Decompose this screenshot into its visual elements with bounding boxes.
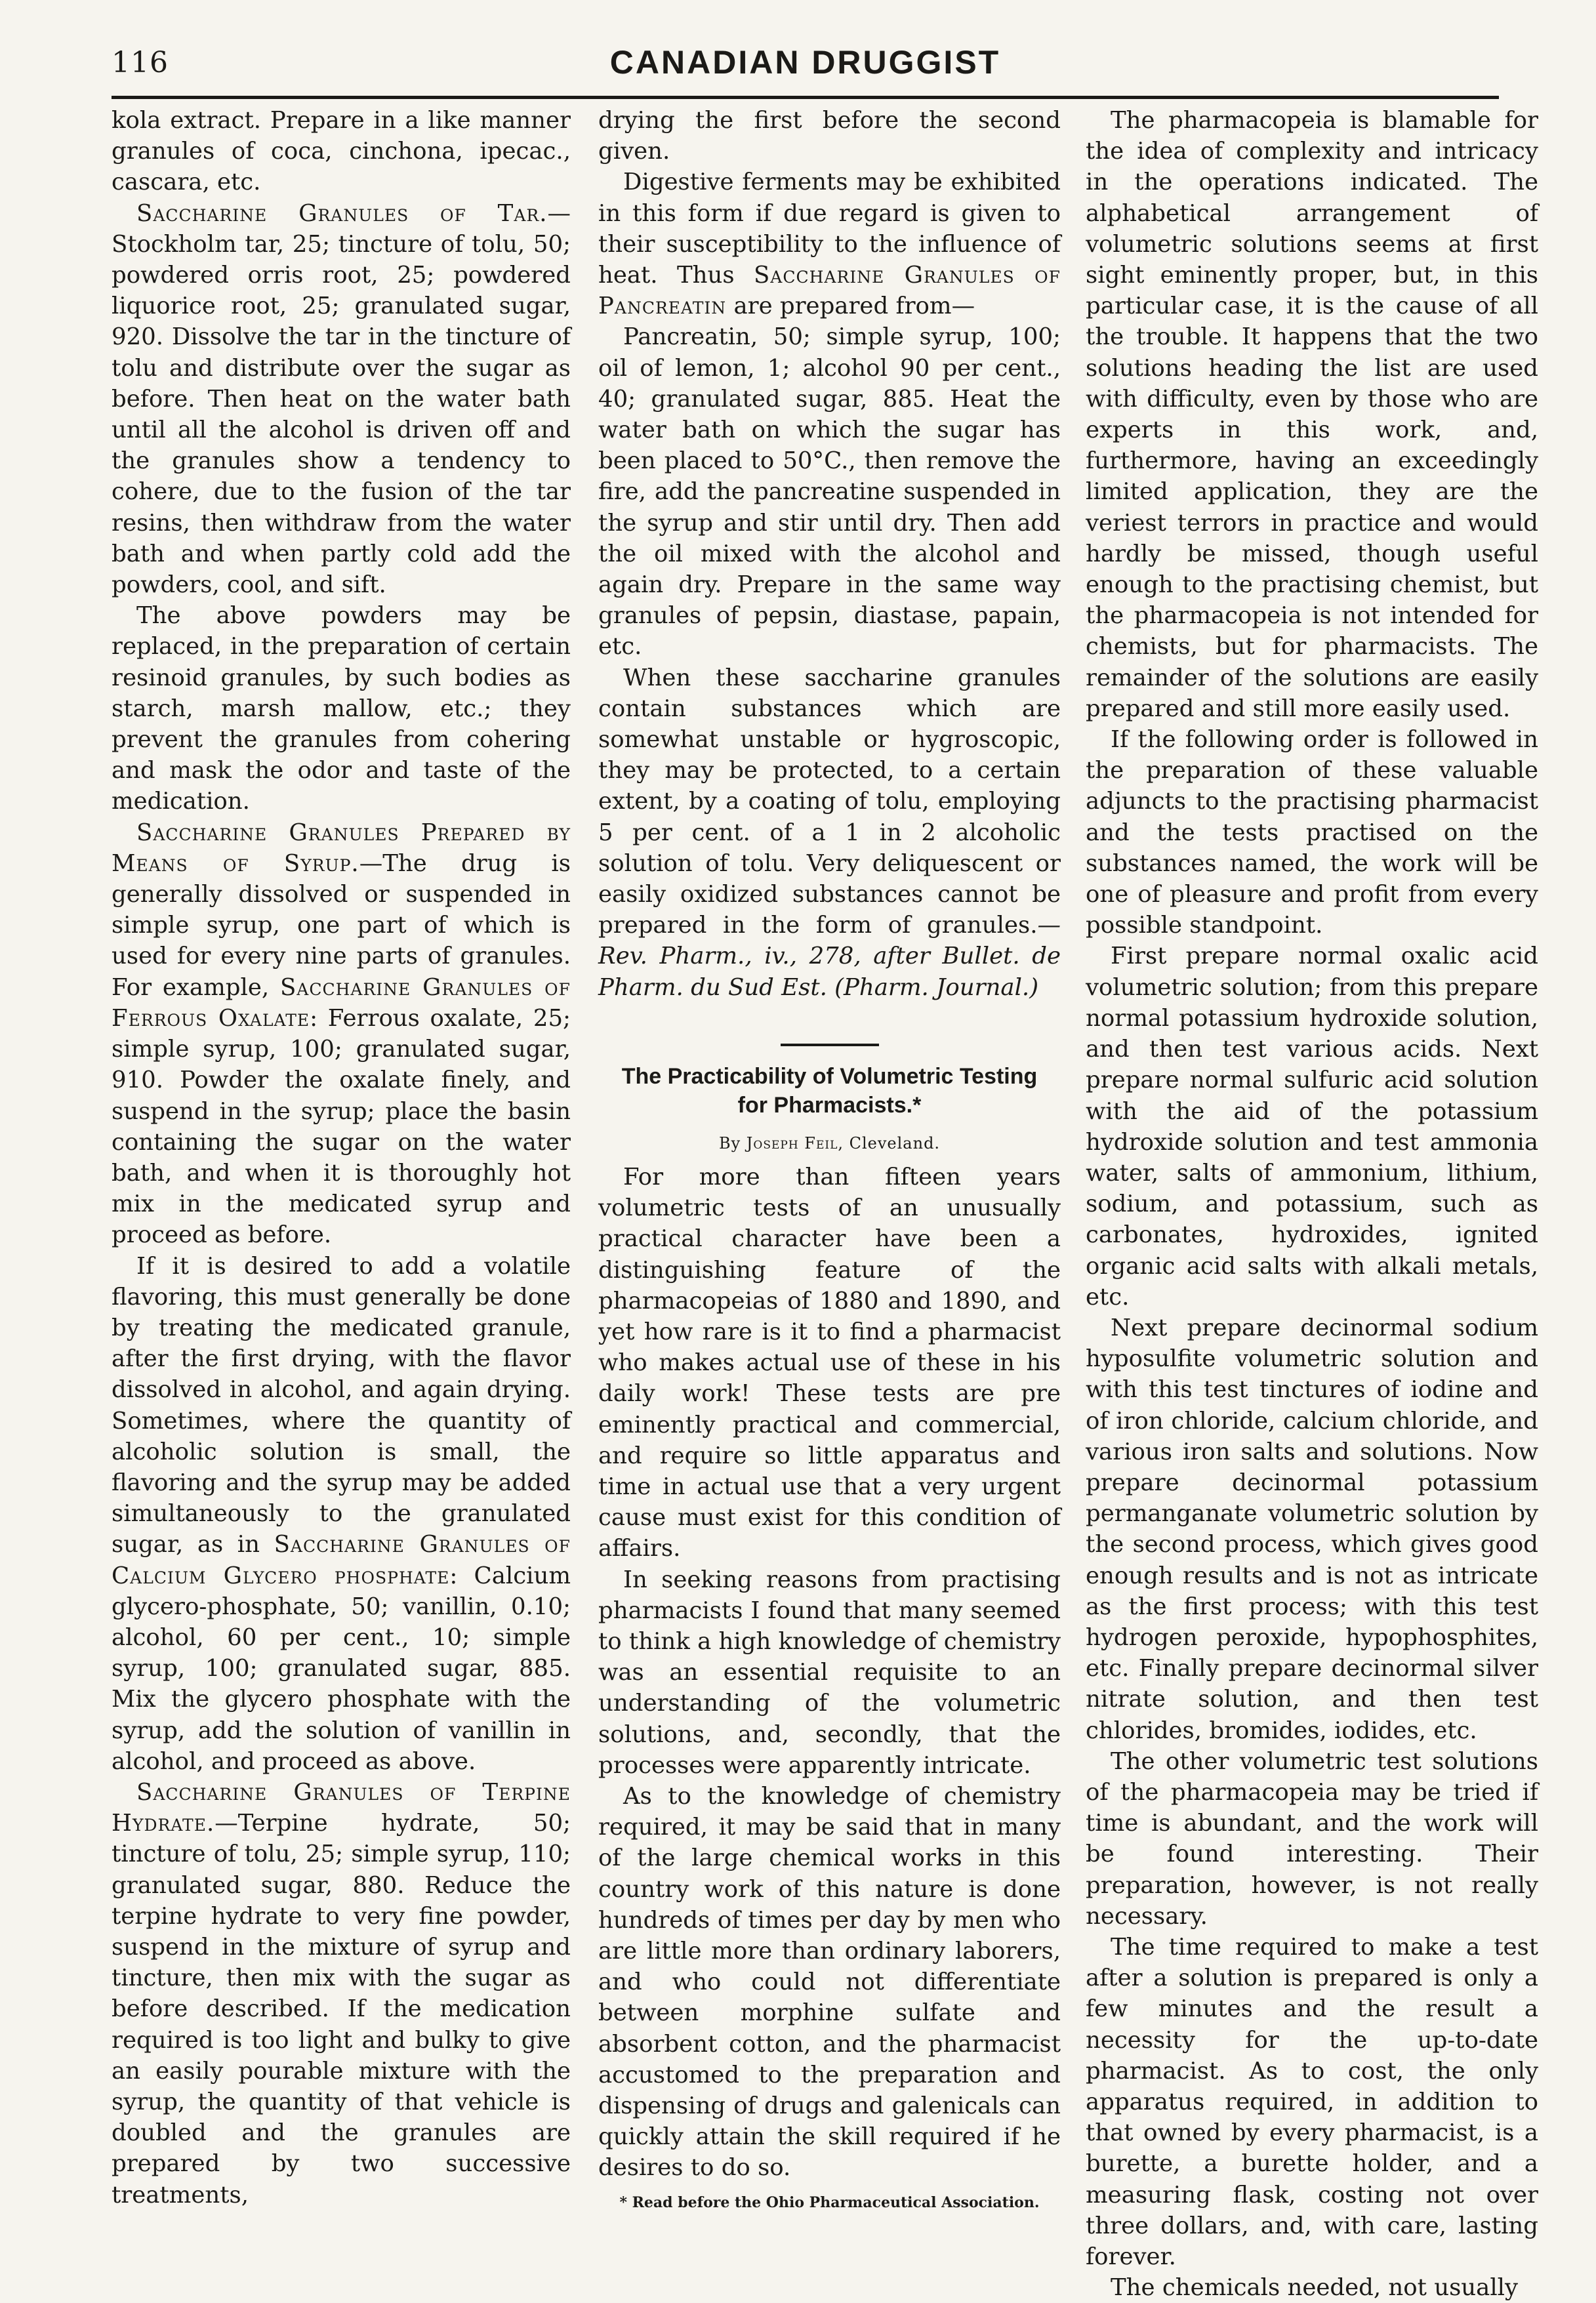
paragraph-text: are prepared from— xyxy=(733,293,975,320)
paragraph: In seeking reasons from practising pharmacists I found that many seemed to think a high knowledge of chemistry was an essential requisite to an understanding of the volumetric solutions, and, secondly, that the processes were apparently intricate. xyxy=(598,1566,1061,1779)
paragraph xyxy=(598,167,1061,321)
paragraph: The above powders may be replaced, in the preparation of certain resinoid granules, by such bodies as starch, marsh mallow, etc.; they prevent the granules from cohering and mask the odor and taste of the medication. xyxy=(112,602,571,815)
paragraph xyxy=(112,817,571,1251)
recipe-heading: Saccharine Granules of Pancreatin xyxy=(598,262,1061,320)
byline-author: Joseph Feil xyxy=(746,1133,838,1152)
paragraph-text: —The drug is generally dissolved or suspended in simple syrup, one part of which is used for every nine parts of granules. For example, xyxy=(112,849,571,1001)
paragraph xyxy=(598,662,1061,1003)
paragraph: For more than fifteen years volumetric tests of an unusually practical character have been a distinguishing feature of the pharmacopeias of 1880 and 1890, and yet how rare is it to find a pharmacist who makes actual use of these in his daily work! These tests are pre eminently practical and commercial, and require so little apparatus and time in actual use that a very urgent cause must exist for this condition of affairs. xyxy=(598,1163,1061,1562)
page-header xyxy=(112,41,1499,93)
paragraph xyxy=(112,198,571,601)
recipe-heading: Saccharine Granules Prepared by Means of Syrup. xyxy=(112,819,571,877)
byline-city: , Cleveland. xyxy=(838,1133,941,1152)
paragraph: The chemicals needed, not usually xyxy=(1111,2274,1519,2302)
recipe-heading: Saccharine Granules of Calcium Glycero phosphate xyxy=(112,1531,571,1589)
running-title: CANADIAN DRUGGIST xyxy=(609,44,1001,81)
paragraph-text: : Calcium glycero-phosphate, 50; vanillin, 0.10; alcohol, 60 per cent., 10; simple syrup, 100; granulated sugar, 885. Mix the glycero phosphate with the syrup, add the solution of vanillin in alcohol, and proceed as above. xyxy=(112,1562,571,1775)
text-column-left xyxy=(112,105,571,2209)
paragraph: If the following order is followed in the preparation of these valuable adjuncts to the practising pharmacist and the tests practised on the substances named, the work will be one of pleasure and profit from every possible standpoint. xyxy=(1086,726,1538,939)
article-title: The Practicability of Volumetric Testing for Pharmacists.* xyxy=(621,1063,1038,1118)
text-column-middle xyxy=(598,105,1061,2211)
footnote: * Read before the Ohio Pharmaceutical Association. xyxy=(619,2193,1040,2211)
paragraph: drying the first before the second given. xyxy=(598,107,1061,165)
text-column-right xyxy=(1086,105,1538,2302)
paragraph: The time required to make a test after a solution is prepared is only a few minutes and the result a necessity for the up-to-date pharmacist. As to cost, the only apparatus required, in addition to that owned by every pharmacist, is a burette, a burette holder, and a measuring flask, costing not over three dollars, and, with care, lasting forever. xyxy=(1086,1933,1538,2271)
paragraph xyxy=(112,1777,571,2211)
paragraph: The other volumetric test solutions of the pharmacopeia may be tried if time is abundant, and the work will be found interesting. Their preparation, however, is not really necessary. xyxy=(1086,1747,1538,1930)
paragraph-text: —Terpine hydrate, 50; tincture of tolu, 25; simple syrup, 110; granulated sugar, 880. Reduce the terpine hydrate to very fine powder, suspend in the mixture of syrup and tincture, then mix with the sugar as before described. If the medication required is too light and bulky to give an easily pourable mixture with the syrup, the quantity of that vehicle is doubled and the granules are prepared by two successive treatments, xyxy=(112,1810,571,2209)
paragraph: Pancreatin, 50; simple syrup, 100; oil of lemon, 1; alcohol 90 per cent., 40; granulated sugar, 885. Heat the water bath on which the sugar has been placed to 50°C., then remove the fire, add the pancreatine suspended in the syrup and stir until dry. Then add the oil mixed with the alcohol and again dry. Prepare in the same way granules of pepsin, diastase, papain, etc. xyxy=(598,323,1061,661)
paragraph-text: —Stockholm tar, 25; tincture of tolu, 50; powdered orris root, 25; powdered liquorice root, 25; granulated sugar, 920. Dissolve the tar in the tincture of tolu and distribute over the sugar as before. Then heat on the water bath until all the alcohol is driven off and the granules show a tendency to cohere, due to the fusion of the tar resins, then withdraw from the water bath and when partly cold add the powders, cool, and sift. xyxy=(112,199,571,599)
citation: —Rev. Pharm., iv., 278, after Bullet. de Pharm. du Sud Est. (Pharm. Journal.) xyxy=(598,912,1061,1001)
header-rule xyxy=(112,96,1499,99)
recipe-heading: Saccharine Granules of Terpine Hydrate. xyxy=(112,1778,571,1837)
paragraph-text: : Ferrous oxalate, 25; simple syrup, 100; granulated sugar, 910. Powder the oxalate finely, and suspend in the syrup; place the basin containing the sugar on the water bath, and when it is thoroughly hot mix in the medicated syrup and proceed as before. xyxy=(112,1004,571,1249)
recipe-heading: Saccharine Granules of Ferrous Oxalate xyxy=(112,973,571,1032)
paragraph-text: If it is desired to add a volatile flavoring, this must generally be done by treating the medicated granule, after the first drying, with the flavor dissolved in alcohol, and again drying. Sometimes, where the quantity of alcoholic solution is small, the flavoring and the syrup may be added simultaneously to the granulated sugar, as in xyxy=(112,1252,571,1559)
paragraph: As to the knowledge of chemistry required, it may be said that in many of the large chemical works in this country work of this nature is done hundreds of times per day by men who are little more than ordinary laborers, and who could not differentiate between morphine sulfate and absorbent cotton, and the pharmacist accustomed to the preparation and dispensing of drugs and galenicals can quickly attain the skill required if he desires to do so. xyxy=(598,1782,1061,2182)
section-divider xyxy=(781,1044,879,1046)
recipe-heading: Saccharine Granules of Tar. xyxy=(136,199,548,227)
paragraph: Next prepare decinormal sodium hyposulfite volumetric solution and with this test tinctures of iodine and of iron chloride, calcium chloride, and various iron salts and solutions. Now prepare decinormal potassium permanganate volumetric solution by the second process, which gives good enough results and is not as intricate as the first process; with this test hydrogen peroxide, hypophosphites, etc. Finally prepare decinormal silver nitrate solution, and then test chlorides, bromides, iodides, etc. xyxy=(1086,1314,1538,1744)
paragraph-text: Digestive ferments may be exhibited in this form if due regard is given to their susceptibility to the influence of heat. Thus xyxy=(598,169,1061,289)
paragraph-text: When these saccharine granules contain substances which are somewhat unstable or hygroscopic, they may be protected, to a certain extent, by a coating of tolu, employing 5 per cent. of a 1 in 2 alcoholic solution of tolu. Very deliquescent or easily oxidized substances cannot be prepared in the form of granules. xyxy=(598,664,1061,939)
paragraph: kola extract. Prepare in a like manner granules of coca, cinchona, ipecac., cascara, etc. xyxy=(112,107,571,196)
paragraph: First prepare normal oxalic acid volumetric solution; from this prepare normal potassium hydroxide solution, and then test various acids. Next prepare normal sulfuric acid solution with the aid of the potassium hydroxide solution and test ammonia water, salts of ammonium, lithium, sodium, and potassium, such as carbonates, hydroxides, ignited organic acid salts with alkali metals, etc. xyxy=(1086,943,1538,1311)
byline-prefix: By xyxy=(718,1133,741,1152)
paragraph: The pharmacopeia is blamable for the idea of complexity and intricacy in the operations indicated. The alphabetical arrangement of volumetric solutions seems at first sight eminently proper, but, in this particular case, it is the cause of all the trouble. It happens that the two solutions heading the list are used with difficulty, even by those who are experts in this work, and, furthermore, having an exceedingly limited application, they are the veriest terrors in practice and would hardly be missed, though useful enough to the practising chemist, but the pharmacopeia is not intended for chemists, but for pharmacists. The remainder of the solutions are easily prepared and still more easily used. xyxy=(1086,107,1538,722)
byline xyxy=(598,1129,1061,1158)
paragraph xyxy=(112,1251,571,1777)
page-number: 116 xyxy=(112,46,169,79)
